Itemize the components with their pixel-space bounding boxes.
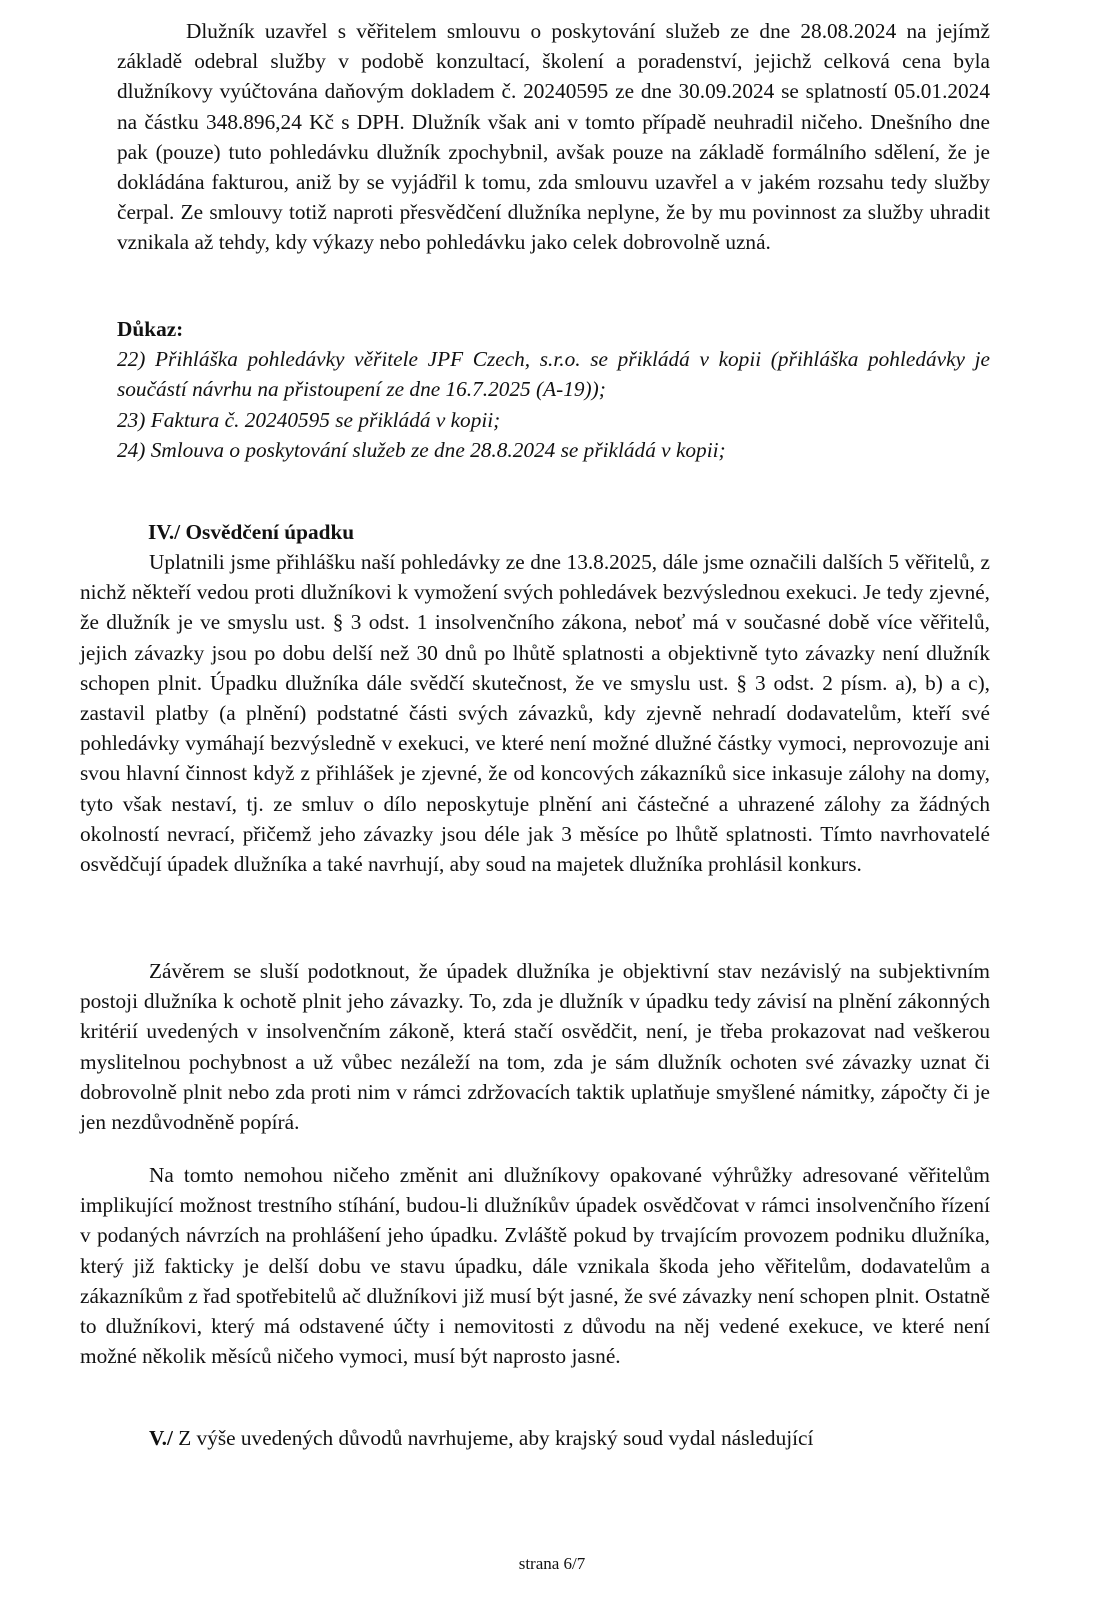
section-iv-text: Závěrem se sluší podotknout, že úpadek dlužníka je objektivní stav nezávislý na subjektivním postoji dlužníka k ochotě plnit jeho závazky. To, zda je dlužník v úpadku tedy závisí na plnění zákonných kritérií uvedených v insolvenčním zákoně, která stačí osvědčit, není, je třeba prokazovat nad veškerou myslitelnou pochybnost a už vůbec nezáleží na tom, zda je sám dlužník ochoten své závazky uznat či dobrovolně plnit nebo zda proti nim v rámci zdržovacích taktik uplatňuje smyšlené námitky, zápočty či je jen nezdůvodněně popírá. xyxy=(80,959,990,1135)
section-iv-paragraph xyxy=(80,956,990,1137)
section-iv-paragraph xyxy=(80,547,990,879)
evidence-item: 22) Přihláška pohledávky věřitele JPF Czech, s.r.o. se přikládá v kopii (přihláška pohledávky je součástí návrhu na přistoupení ze dne 16.7.2025 (A-19)); xyxy=(117,347,990,402)
section-v-label: V./ xyxy=(149,1426,173,1450)
section-v-text: Z výše uvedených důvodů navrhujeme, aby krajský soud vydal následující xyxy=(172,1426,814,1450)
evidence-title: Důkaz: xyxy=(117,317,184,341)
evidence-block xyxy=(117,314,990,465)
evidence-item: 24) Smlouva o poskytování služeb ze dne 28.8.2024 se přikládá v kopii; xyxy=(117,437,726,462)
section-iv-heading: IV./ Osvědčení úpadku xyxy=(148,520,355,544)
intro-text: Dlužník uzavřel s věřitelem smlouvu o poskytování služeb ze dne 28.08.2024 na jejímž základě odebral služby v podobě konzultací, školení a poradenství, jejichž celková cena byla dlužníkovy vyúčtována daňovým dokladem č. 20240595 ze dne 30.09.2024 se splatností 05.01.2024 na částku 348.896,24 Kč s DPH. Dlužník však ani v tomto případě neuhradil ničeho. Dnešního dne pak (pouze) tuto pohledávku dlužník zpochybnil, avšak pouze na základě formálního sdělení, že je dokládána fakturou, aniž by se vyjádřil k tomu, zda smlouvu uzavřel a v jakém rozsahu tedy služby čerpal. Ze smlouvy totiž naproti přesvědčení dlužníka neplyne, že by mu povinnost za služby uhradit vznikala až tehdy, kdy výkazy nebo pohledávku jako celek dobrovolně uzná. xyxy=(117,19,990,255)
section-iv-text: Na tomto nemohou ničeho změnit ani dlužníkovy opakované výhrůžky adresované věřitelům implikující možnost trestního stíhání, budou-li dlužníkův úpadek osvědčovat v rámci insolvenčního řízení v podaných návrzích na prohlášení jeho úpadku. Zvláště pokud by trvajícím provozem podniku dlužníka, který již fakticky je delší dobu ve stavu úpadku, dále vznikala škoda jeho věřitelům, dodavatelům a zákazníkům z řad spotřebitelů ač dlužníkovi již musí být jasné, že své závazky není schopen plnit. Ostatně to dlužníkovi, který má odstavené účty i nemovitosti z důvodu na něj vedené exekuce, ve které není možné několik měsíců ničeho vymoci, musí být naprosto jasné. xyxy=(80,1163,990,1369)
section-v-line xyxy=(80,1423,990,1453)
section-iv-paragraph xyxy=(80,1160,990,1371)
intro-paragraph xyxy=(117,16,990,258)
evidence-item: 23) Faktura č. 20240595 se přikládá v kopii; xyxy=(117,407,501,432)
page-number: strana 6/7 xyxy=(518,1554,586,1573)
section-iv-text: Uplatnili jsme přihlášku naší pohledávky ze dne 13.8.2025, dále jsme označili dalších 5 věřitelů, z nichž někteří vedou proti dlužníkovi k vymožení svých pohledávek bezvýslednou exekuci. Je tedy zjevné, že dlužník je ve smyslu ust. § 3 odst. 1 insolvenčního zákona, neboť má v současné době více věřitelů, jejich závazky jsou po dobu delší než 30 dnů po lhůtě splatnosti a objektivně tyto závazky není dlužník schopen plnit. Úpadku dlužníka dále svědčí skutečnost, že ve smyslu ust. § 3 odst. 2 písm. a), b) a c), zastavil platby (a plnění) podstatné části svých závazků, kdy zjevně nehradí dodavatelům, kteří své pohledávky vymáhají bezvýsledně v exekuci, ve které není možné dlužné částky vymoci, neprovozuje ani svou hlavní činnost když z přihlášek je zjevné, že od koncových zákazníků sice inkasuje zálohy na domy, tyto však nestaví, tj. ze smluv o dílo neposkytuje plnění ani částečné a uhrazené zálohy za žádných okolností nevrací, přičemž jeho závazky jsou déle jak 3 měsíce po lhůtě splatnosti. Tímto navrhovatelé osvědčují úpadek dlužníka a také navrhují, aby soud na majetek dlužníka prohlásil konkurs. xyxy=(80,550,990,877)
